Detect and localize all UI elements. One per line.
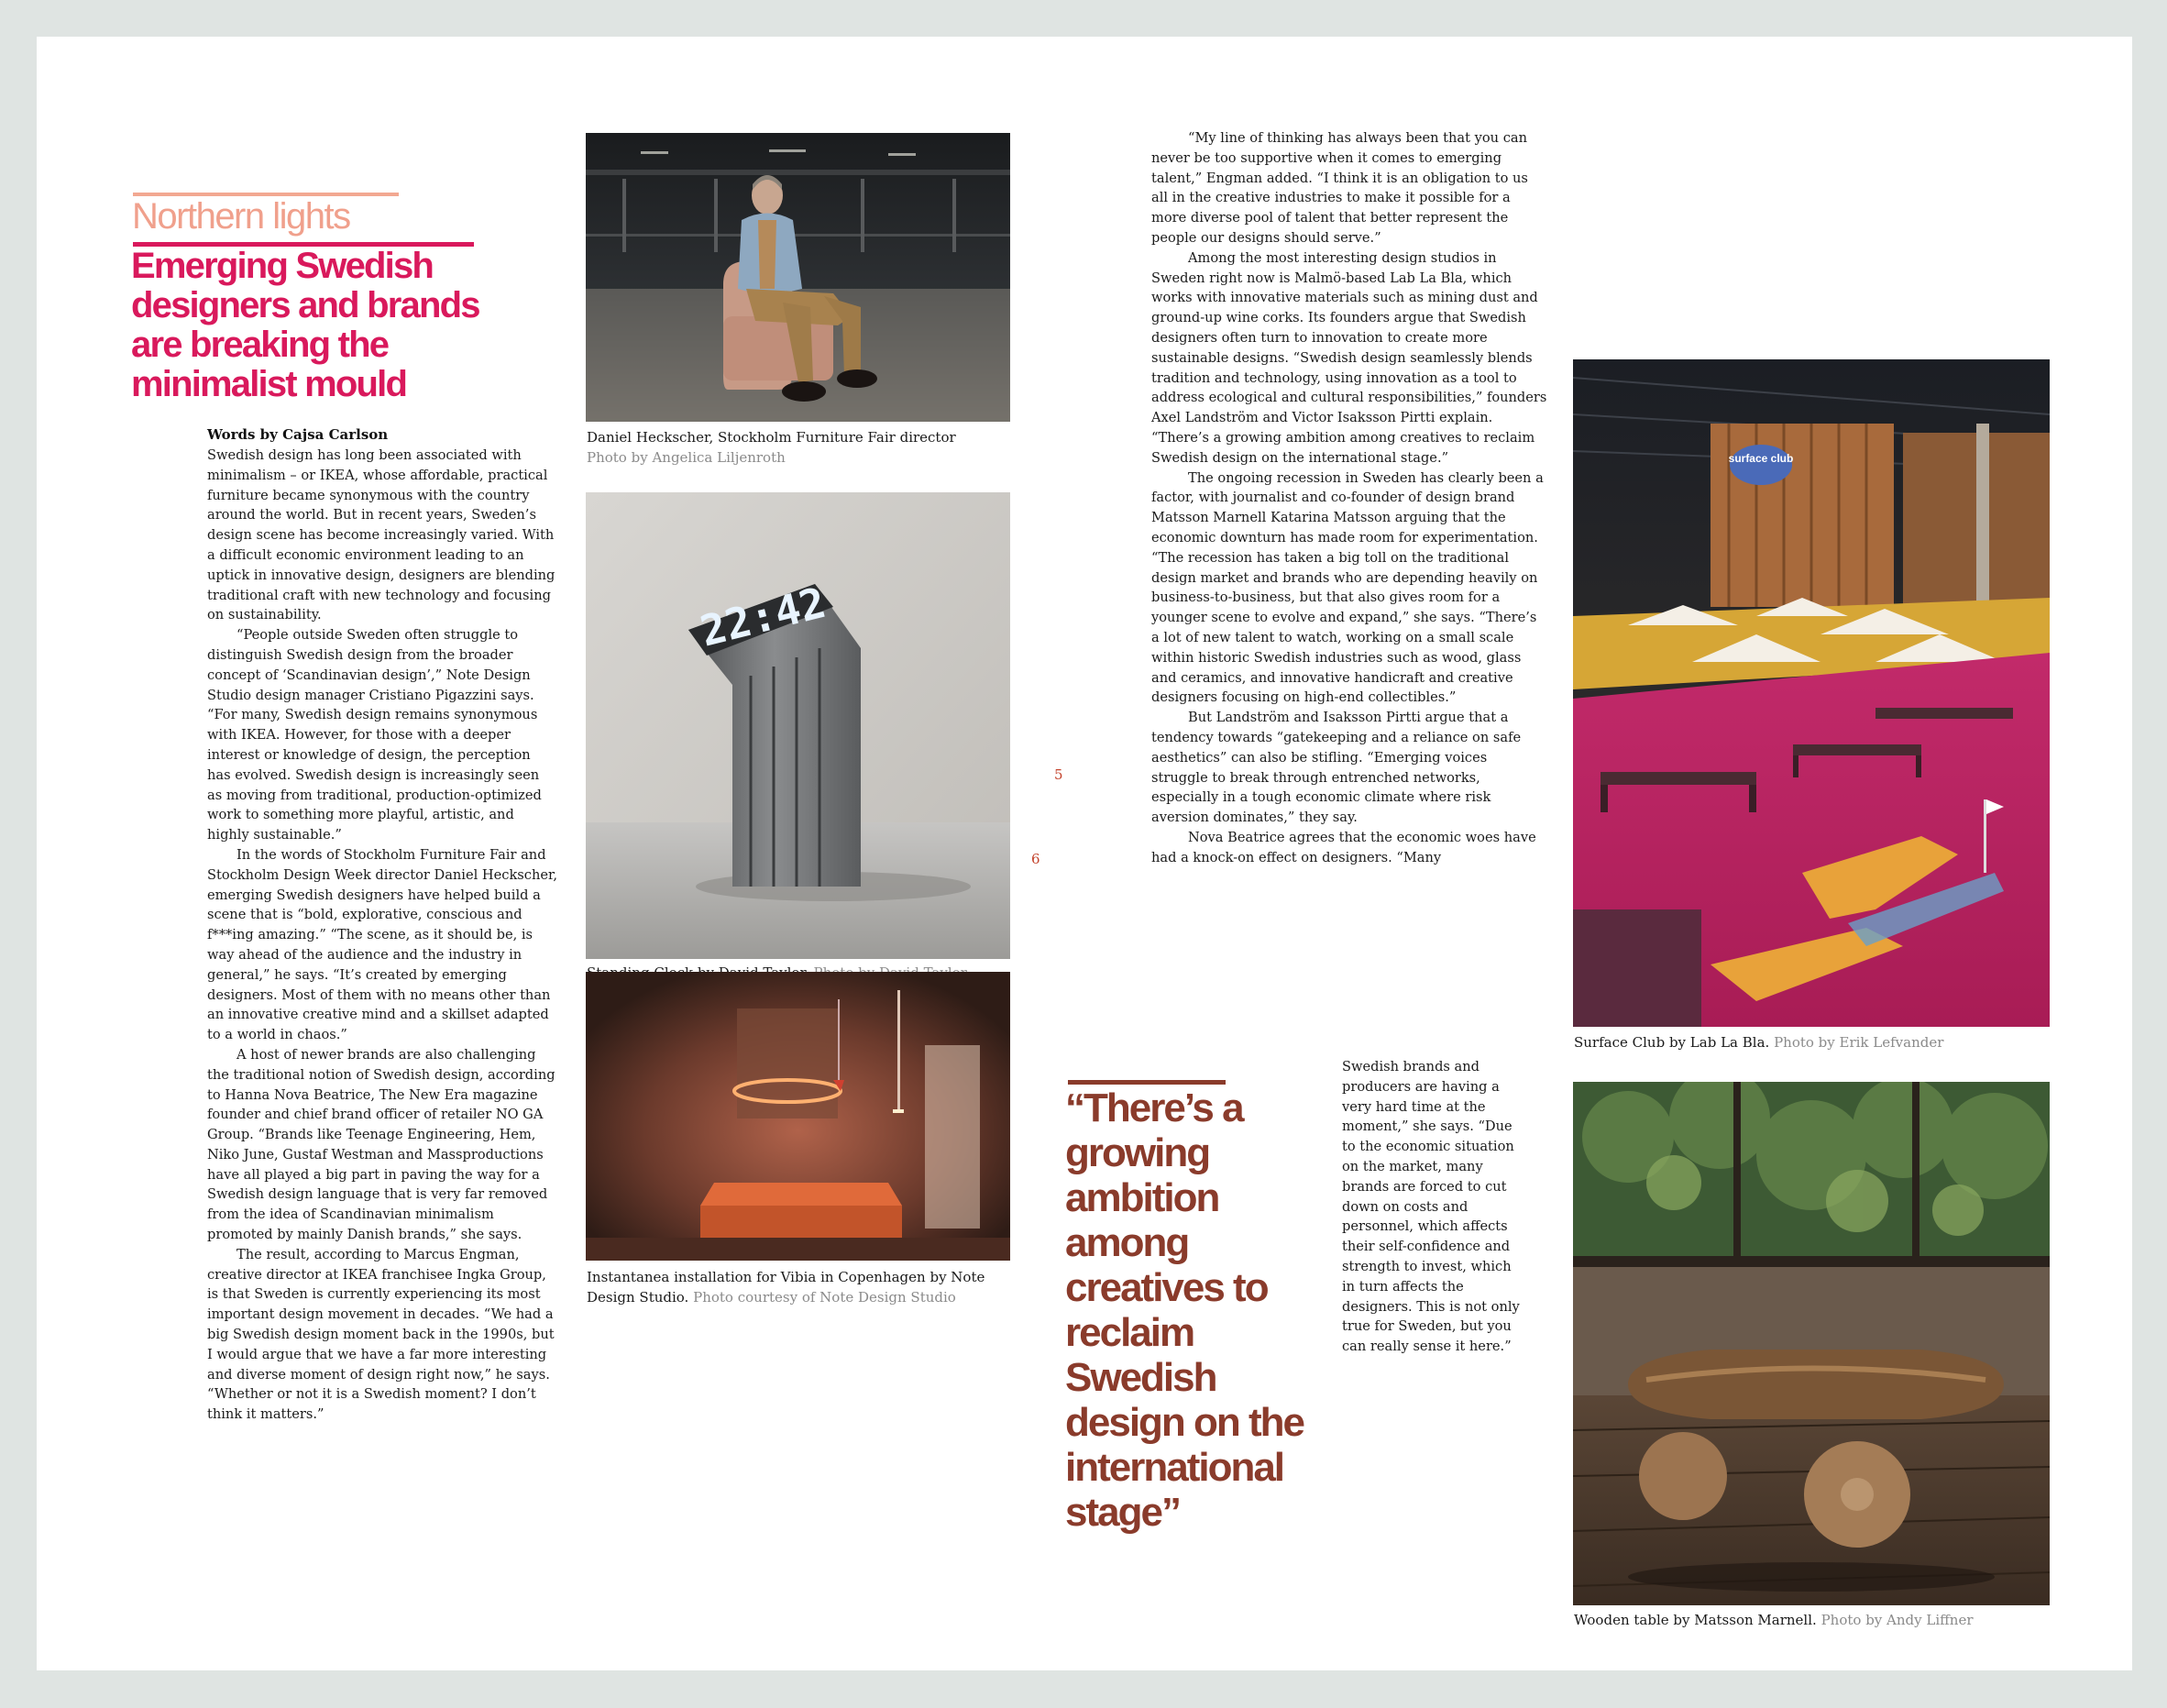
- paragraph: “People outside Sweden often struggle to distinguish Swedish design from the broader concept of ‘Scandinavian design’,” Note Design Studio design manager Cristiano Pigazzini says. “For many, Swedish design remains synonymous with IKEA. However, for those with a deeper interest or knowledge of design, the perception has evolved. Swedish design is increasingly seen as moving from traditional, production-optimized work to something more playful, artistic, and highly sustainable.”: [207, 627, 542, 843]
- caption-credit: Photo by Andy Liffner: [1820, 1612, 1974, 1628]
- paragraph: The ongoing recession in Sweden has clearly been a factor, with journalist and co-founder of design brand Matsson Marnell Katarina Matsson arguing that the economic downturn has made room for experimentation. “The recession has taken a big toll on the traditional design market and brands who are depending heavily on business-to-business, but that also gives room for a younger scene to evolve and expand,” she says. “There’s a lot of new talent to watch, working on a small scale within historic Swedish industries such as wood, glass and ceramics, and innovative handicraft and creative designers focusing on high-end collectibles.”: [1151, 469, 1544, 706]
- caption-credit: Photo by Erik Lefvander: [1774, 1034, 1944, 1051]
- magazine-spread: [37, 37, 2132, 1670]
- byline: Words by Cajsa Carlson: [207, 426, 389, 443]
- paragraph: Nova Beatrice agrees that the economic woes have had a knock-on effect on designers. “Many: [1151, 829, 1536, 865]
- paragraph: Swedish brands and producers are having a very hard time at the moment,” she says. “Due to the economic situation on the market, many brands are forced to cut down on costs and personnel, which affects their self-confidence and strength to invest, which in turn affects the designers. This is not only true for Sweden, but you can really sense it here.”: [1342, 1059, 1520, 1355]
- caption-credit: Photo by Angelica Liljenroth: [587, 449, 786, 466]
- caption-text: Wooden table by Matsson Marnell.: [1574, 1612, 1817, 1628]
- body-column-3: [1151, 128, 1547, 867]
- paragraph: In the words of Stockholm Furniture Fair and Stockholm Design Week director Daniel Heckscher, emerging Swedish designers have helped build a scene that is “bold, explorative, conscious and f***ing amazing.” “The scene, as it should be, is way ahead of the audience and the industry in general,” he says. “It’s created by emerging designers. Most of them with no means other than an innovative creative mind and a skillset adapted to a world in chaos.”: [207, 846, 557, 1043]
- caption-text: Instantanea installation for Vibia in Copenhagen by Note Design Studio.: [587, 1269, 985, 1306]
- photo-instantanea: [586, 972, 1010, 1261]
- paragraph: The result, according to Marcus Engman, creative director at IKEA franchisee Ingka Group, is that Sweden is currently experiencing its most important design movement in decades. “We had a big Swedish design moment back in the 1990s, but I would argue that we have a far more interesting and diverse moment of design right now,” he says. “Whether or not it is a Swedish moment? I don’t think it matters.”: [207, 1246, 555, 1423]
- paragraph: But Landström and Isaksson Pirtti argue that a tendency towards “gatekeeping and a reliance on safe aesthetics” can also be stifling. “Emerging voices struggle to break through entrenched networks, especially in a tough economic climate where risk aversion dominates,” they say.: [1151, 710, 1522, 826]
- folio-right: 5: [1054, 766, 1063, 783]
- caption-wooden-table: [1574, 1610, 2051, 1630]
- caption-surface-club: [1574, 1032, 2051, 1052]
- folio-left: 6: [1031, 851, 1040, 867]
- caption-heckscher: [587, 427, 1018, 468]
- photo-wooden-table: [1573, 1082, 2050, 1605]
- photo-clock: [586, 492, 1010, 959]
- paragraph: “My line of thinking has always been that you can never be too supportive when it comes to emerging talent,” Engman added. “I think it is an obligation to us all in the creative industries to make it possible for a more diverse pool of talent that better represent the people our designs should serve.”: [1151, 130, 1528, 246]
- caption-credit: Photo courtesy of Note Design Studio: [693, 1289, 956, 1306]
- kicker: Northern lights: [132, 196, 350, 237]
- pullquote: “There’s a growing ambition among creatives to reclaim Swedish design on the international stage”: [1065, 1085, 1304, 1535]
- body-column-3-continued: [1342, 1057, 1522, 1357]
- headline: Emerging Swedish designers and brands are breaking the minimalist mould: [131, 246, 479, 404]
- caption-text: Surface Club by Lab La Bla.: [1574, 1034, 1770, 1051]
- clock-display: 22:42: [695, 577, 831, 656]
- paragraph: A host of newer brands are also challenging the traditional notion of Swedish design, according to Hanna Nova Beatrice, The New Era magazine founder and chief brand officer of retailer NO GA Group. “Brands like Teenage Engineering, Hem, Niko June, Gustaf Westman and Massproductions have all played a big part in paving the way for a Swedish design language that is very far removed from the idea of Scandinavian minimalism promoted by mainly Danish brands,” she says.: [207, 1046, 556, 1243]
- photo-surface-club: [1573, 359, 2050, 1027]
- surface-club-sign: surface club: [1728, 452, 1794, 465]
- body-column-1: [207, 446, 557, 1425]
- paragraph: Among the most interesting design studios in Sweden right now is Malmö-based Lab La Bla, which works with innovative materials such as mining dust and ground-up wine corks. Its founders argue that Swedish designers often turn to innovation to create more sustainable designs. “Swedish design seamlessly blends tradition and technology, using innovation as a tool to address ecological and cultural responsibilities,” founders Axel Landström and Victor Isaksson Pirtti explain. “There’s a growing ambition among creatives to reclaim Swedish design on the international stage.”: [1151, 249, 1547, 466]
- paragraph: Swedish design has long been associated with minimalism – or IKEA, whose affordable, practical furniture became synonymous with the country around the world. But in recent years, Sweden’s design scene has become increasingly varied. With a difficult economic environment leading to an uptick in innovative design, designers are blending traditional craft with new technology and focusing on sustainability.: [207, 447, 556, 623]
- caption-instantanea: [587, 1267, 1018, 1307]
- pullquote-rule: [1068, 1080, 1226, 1085]
- caption-text: Daniel Heckscher, Stockholm Furniture Fair director: [587, 429, 956, 446]
- photo-heckscher: [586, 133, 1010, 422]
